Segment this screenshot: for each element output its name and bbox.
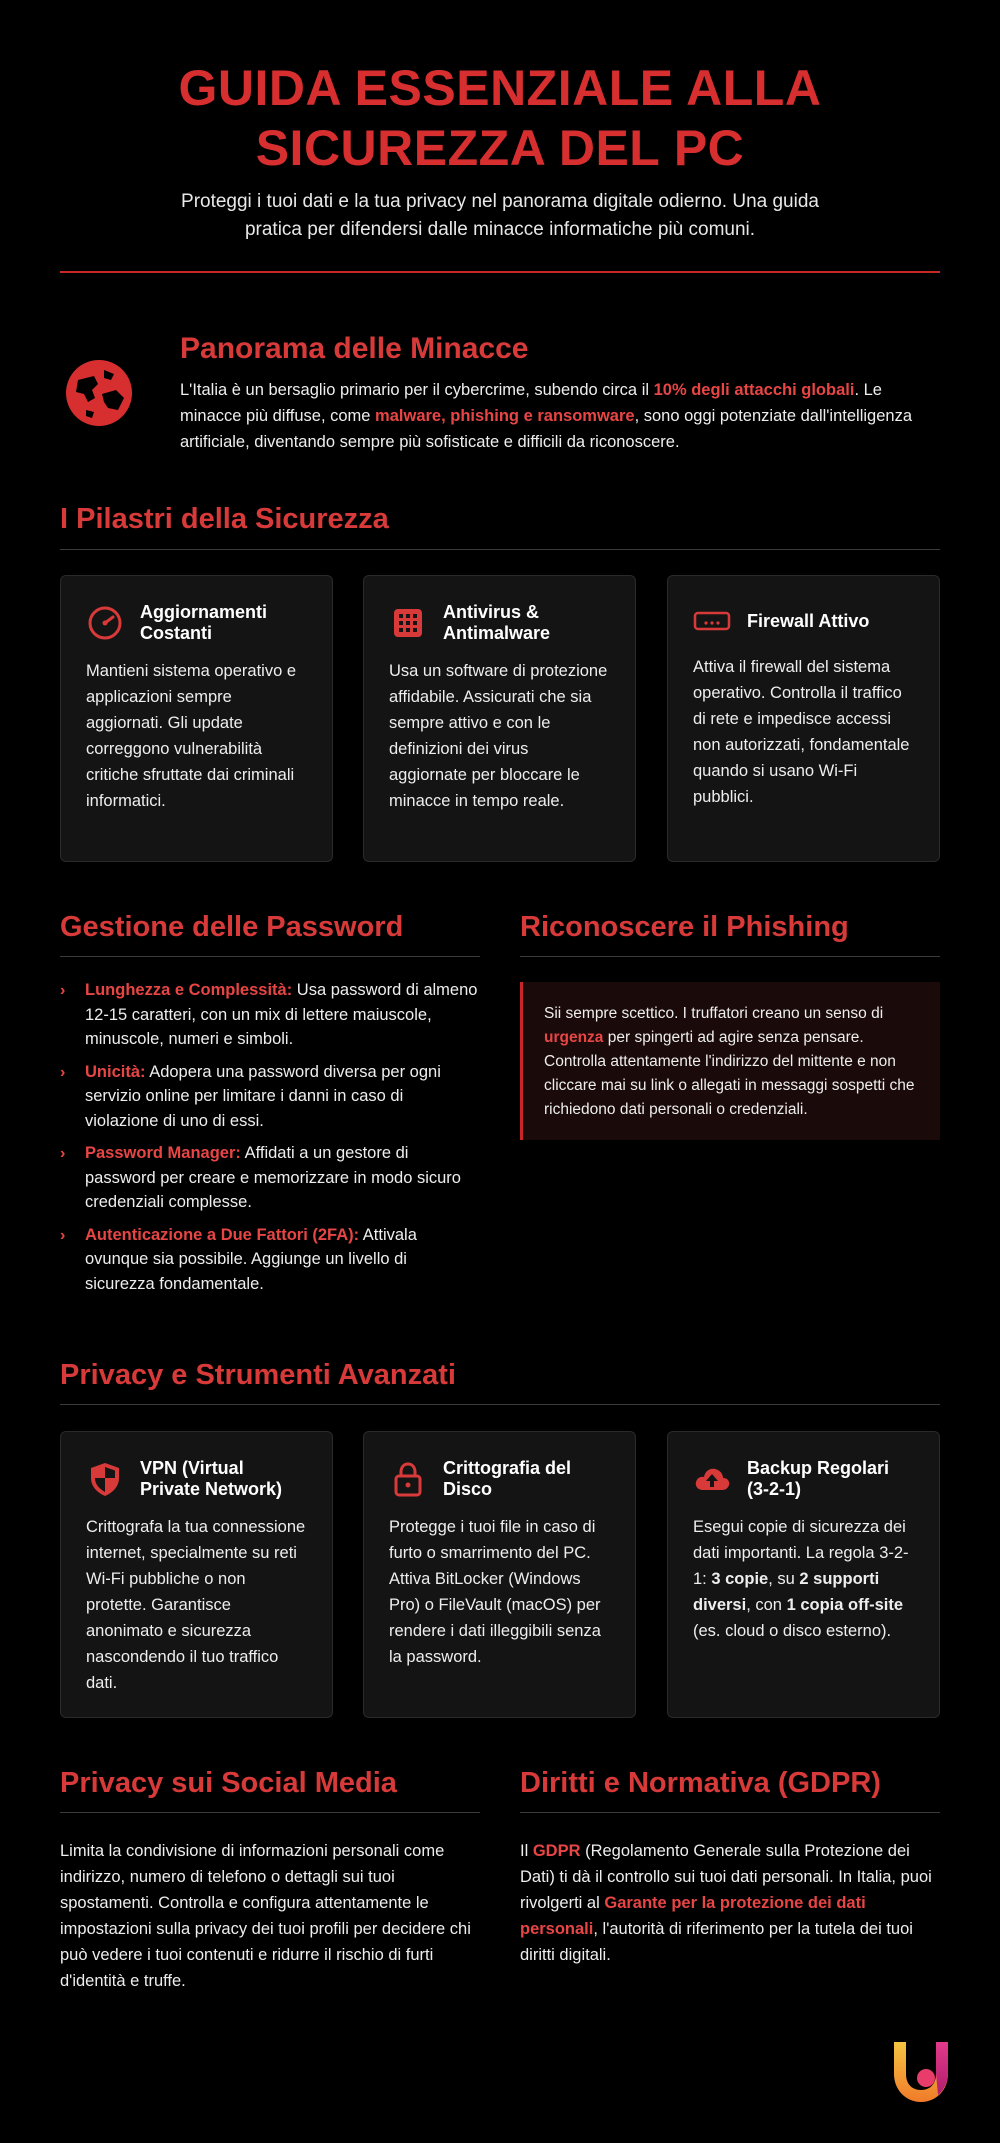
pillar-title: Firewall Attivo bbox=[747, 610, 870, 631]
tool-card-encryption bbox=[363, 1431, 636, 1718]
phishing-title: Riconoscere il Phishing bbox=[520, 911, 849, 943]
pillar-title: Antivirus & Antimalware bbox=[443, 602, 551, 643]
social-divider bbox=[60, 1812, 480, 1813]
list-item: › Unicità: Adopera una password diversa per ogni servizio online per limitare i danni in caso di violazione di uno di essi. bbox=[60, 1062, 441, 1130]
gdpr-title: Diritti e Normativa (GDPR) bbox=[520, 1767, 881, 1799]
tool-card-backup bbox=[667, 1431, 940, 1718]
tool-text: Esegui copie di sicurezza dei dati importanti. La regola 3-2-1: 3 copie, su 2 supporti diversi, con 1 copia off-site (es. cloud o disco esterno). bbox=[693, 1518, 909, 1640]
globe-icon bbox=[64, 358, 134, 428]
gdpr-text: Il GDPR (Regolamento Generale sulla Protezione dei Dati) ti dà il controllo sui tuoi dati personali. In Italia, puoi rivolgerti al Garante per la protezione dei dati personali, l'autorità di riferimento per la tutela dei tuoi diritti digitali. bbox=[520, 1842, 932, 1964]
advanced-title: Privacy e Strumenti Avanzati bbox=[60, 1359, 456, 1391]
urgency-highlight: urgenza bbox=[544, 1029, 604, 1046]
tool-card-vpn bbox=[60, 1431, 333, 1718]
firewall-icon bbox=[693, 602, 731, 640]
social-text: Limita la condivisione di informazioni personali come indirizzo, numero di telefono o dettagli sui tuoi spostamenti. Controlla e configura attentamente le impostazioni sulla privacy dei tuoi profili per decidere chi può vedere i tuoi contenuti e ridurre il rischio di furti d'identità e truffe. bbox=[60, 1842, 471, 1990]
title-line-2: SICUREZZA DEL PC bbox=[255, 120, 745, 176]
list-item: › Autenticazione a Due Fattori (2FA): Attivala ovunque sia possibile. Aggiunge un livello di sicurezza fondamentale. bbox=[60, 1225, 417, 1293]
chevron-right-icon: › bbox=[60, 1226, 66, 1244]
tool-title: VPN (Virtual Private Network) bbox=[140, 1458, 283, 1499]
garante-highlight: Garante per la protezione dei dati personali bbox=[520, 1894, 866, 1938]
social-title: Privacy sui Social Media bbox=[60, 1767, 397, 1799]
password-tips-list bbox=[60, 978, 480, 1304]
phishing-callout: Sii sempre scettico. I truffatori creano un senso di urgenza per spingerti ad agire senza pensare. Controlla attentamente l'indirizzo del mittente e non cliccare mai su link o allegati in messaggi sospetti che richiedono dati personali o credenziali. bbox=[520, 982, 940, 1140]
pillars-title: I Pilastri della Sicurezza bbox=[60, 503, 389, 535]
page-subtitle: Proteggi i tuoi dati e la tua privacy nel panorama digitale odierno. Una guida pratica per difendersi dalle minacce informatiche più comuni. bbox=[181, 191, 819, 240]
pillar-title: Aggiornamenti Costanti bbox=[140, 602, 268, 643]
list-item: › Lunghezza e Complessità: Usa password di almeno 12-15 caratteri, con un mix di lettere maiuscole, minuscole, numeri e simboli. bbox=[60, 981, 478, 1048]
passwords-title: Gestione delle Password bbox=[60, 911, 404, 943]
chevron-right-icon: › bbox=[60, 982, 66, 999]
pillar-text: Usa un software di protezione affidabile. Assicurati che sia sempre attivo e con le definizioni dei virus aggiornate per bloccare le minacce in tempo reale. bbox=[389, 662, 608, 810]
gauge-icon bbox=[86, 604, 124, 642]
passwords-divider bbox=[60, 956, 480, 957]
list-item: › Password Manager: Affidati a un gestore di password per creare e memorizzare in modo sicuro credenziali complesse. bbox=[60, 1144, 461, 1211]
brand-logo-icon bbox=[886, 2034, 956, 2104]
threat-stat-highlight: 10% degli attacchi globali bbox=[653, 381, 855, 399]
tool-title: Backup Regolari (3-2-1) bbox=[747, 1458, 890, 1499]
pillars-divider bbox=[60, 549, 940, 550]
shield-icon bbox=[86, 1460, 124, 1498]
header-divider bbox=[60, 271, 940, 273]
chevron-right-icon: › bbox=[60, 1145, 66, 1162]
advanced-divider bbox=[60, 1404, 940, 1405]
threats-title: Panorama delle Minacce bbox=[180, 332, 529, 365]
chevron-right-icon: › bbox=[60, 1063, 66, 1081]
grid-icon bbox=[389, 604, 427, 642]
lock-icon bbox=[389, 1460, 427, 1498]
cloud-upload-icon bbox=[693, 1460, 731, 1498]
title-line-1: GUIDA ESSENZIALE ALLA bbox=[178, 60, 822, 116]
page-title bbox=[60, 58, 940, 178]
phishing-divider bbox=[520, 956, 940, 957]
gdpr-divider bbox=[520, 1812, 940, 1813]
pillar-text: Attiva il firewall del sistema operativo. Controlla il traffico di rete e impedisce accessi non autorizzati, fondamentale quando si usano Wi-Fi pubblici. bbox=[693, 658, 910, 806]
threats-text: L'Italia è un bersaglio primario per il cybercrime, subendo circa il 10% degli attacchi globali. Le minacce più diffuse, come malware, phishing e ransomware, sono oggi potenziate dall'intelligenza artificiale, diventando sempre più sofisticate e difficili da riconoscere. bbox=[180, 381, 912, 451]
pillar-card-antivirus bbox=[363, 575, 636, 862]
tool-text: Crittografa la tua connessione internet, specialmente su reti Wi-Fi pubbliche o non protette. Garantisce anonimato e sicurezza nascondendo il tuo traffico dati. bbox=[86, 1518, 306, 1692]
tool-text: Protegge i tuoi file in caso di furto o smarrimento del PC. Attiva BitLocker (Windows Pro) o FileVault (macOS) per rendere i dati illeggibili senza la password. bbox=[389, 1518, 601, 1666]
tool-title: Crittografia del Disco bbox=[443, 1458, 572, 1499]
pillar-card-firewall bbox=[667, 575, 940, 862]
threat-types-highlight: malware, phishing e ransomware bbox=[375, 407, 635, 425]
pillar-card-updates bbox=[60, 575, 333, 862]
pillar-text: Mantieni sistema operativo e applicazioni sempre aggiornati. Gli update correggono vulnerabilità critiche sfruttate dai criminali informatici. bbox=[86, 662, 297, 810]
gdpr-highlight: GDPR bbox=[532, 1842, 581, 1860]
